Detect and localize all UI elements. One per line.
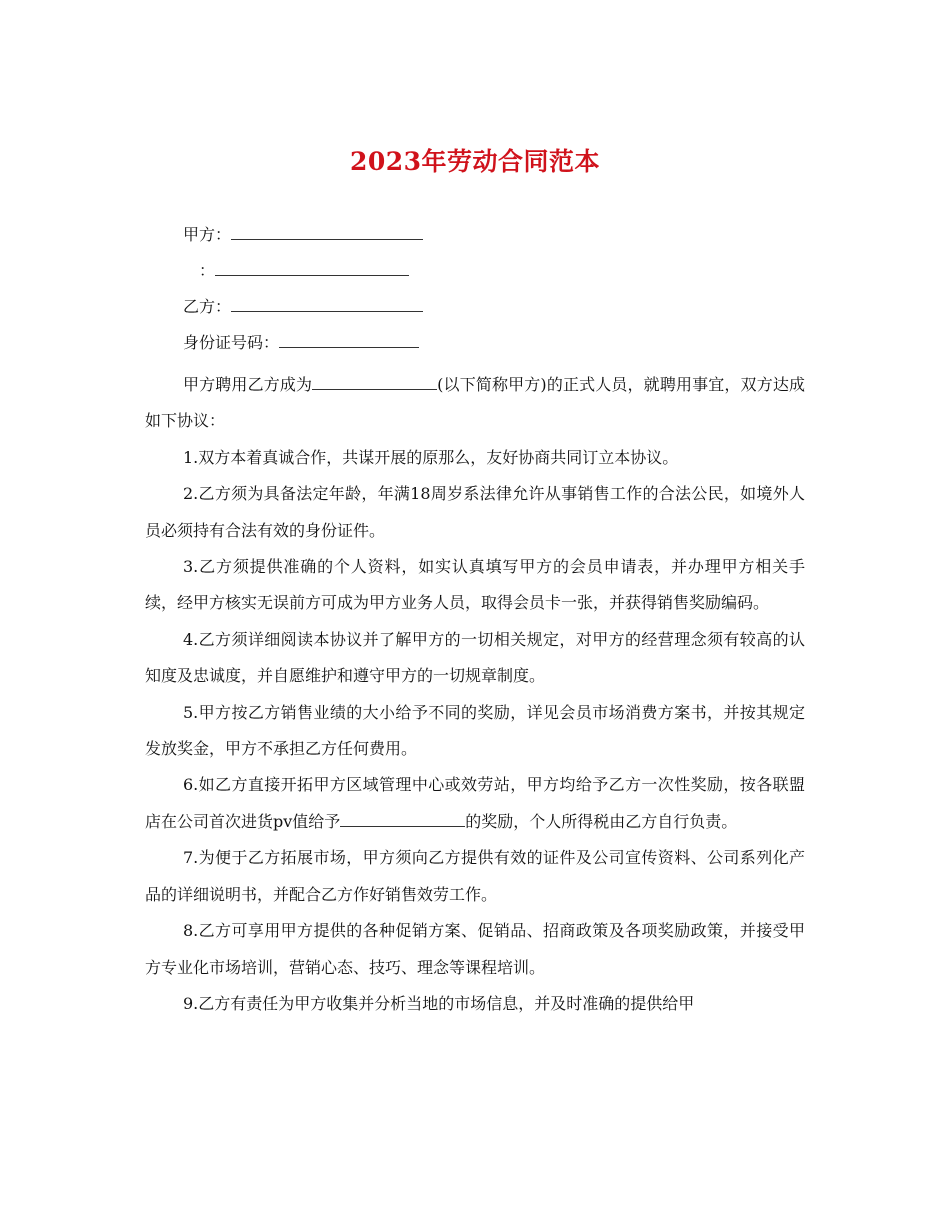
company-blank (312, 373, 437, 390)
clause-1: 1.双方本着真诚合作，共谋开展的原那么，友好协商共同订立本协议。 (183, 447, 679, 467)
clause-4: 4.乙方须详细阅读本协议并了解甲方的一切相关规定，对甲方的经营理念须有较高的认知度及忠诚度，并自愿维护和遵守甲方的一切规章制度。 (145, 629, 805, 686)
clause-3: 3.乙方须提供准确的个人资料，如实认真填写甲方的会员申请表，并办理甲方相关手续，经甲方核实无误前方可成为甲方业务人员，取得会员卡一张，并获得销售奖励编码。 (145, 557, 805, 613)
party-a-blank (231, 223, 423, 240)
id-number-blank (279, 331, 419, 348)
clause-6-text-2: 的奖励，个人所得税由乙方自行负责。 (465, 811, 738, 831)
party-a-field (183, 223, 423, 246)
clause-6 (145, 767, 805, 840)
party-b-blank (231, 295, 423, 312)
id-number-label: 身份证号码： (183, 333, 280, 352)
intro-text-1: 甲方聘用乙方成为 (183, 375, 313, 394)
party-b-field (183, 295, 423, 318)
intro-paragraph (145, 367, 805, 440)
clause-9: 9.乙方有责任为甲方收集并分析当地的市场信息，并及时准确的提供给甲 (183, 993, 695, 1013)
reward-blank (340, 810, 465, 827)
document-title: 2023年劳动合同范本 (349, 147, 601, 176)
contract-body (145, 367, 805, 1022)
clause-8: 8.乙方可享用甲方提供的各种促销方案、促销品、招商政策及各项奖励政策，并接受甲方专业化市场培训，营销心态、技巧、理念等课程培训。 (145, 921, 805, 977)
party-a-label: 甲方： (183, 225, 232, 244)
clause-7: 7.为便于乙方拓展市场，甲方须向乙方提供有效的证件及公司宣传资料、公司系列化产品的详细说明书，并配合乙方作好销售效劳工作。 (145, 848, 805, 904)
unnamed-label: ： (199, 261, 216, 280)
clause-6-text-1: 6.如乙方直接开拓甲方区域管理中心或效劳站，甲方均给予乙方一次性奖励，按各联盟店在公司首次进货pv值给予 (145, 775, 805, 831)
unnamed-field (199, 259, 409, 282)
clause-5: 5.甲方按乙方销售业绩的大小给予不同的奖励，详见会员市场消费方案书，并按其规定发放奖金，甲方不承担乙方任何费用。 (145, 702, 805, 759)
clause-2: 2.乙方须为具备法定年龄，年满18周岁系法律允许从事销售工作的合法公民，如境外人员必须持有合法有效的身份证件。 (145, 484, 805, 540)
intro-text-2: (以下简称甲方)的正式人员，就聘用事宜，双方达成如下协议： (145, 375, 805, 431)
party-b-label: 乙方： (183, 297, 232, 316)
unnamed-blank (215, 259, 409, 276)
id-number-field (183, 331, 419, 354)
